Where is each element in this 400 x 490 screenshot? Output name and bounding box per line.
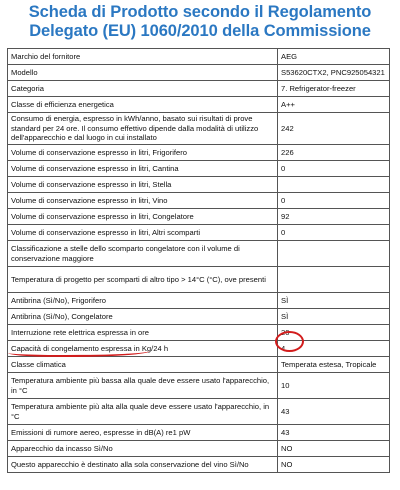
row-value: 0 (278, 193, 390, 209)
row-value: 20 (278, 325, 390, 341)
row-value: Temperata estesa, Tropicale (278, 357, 390, 373)
row-value: 92 (278, 209, 390, 225)
row-value: 0 (278, 225, 390, 241)
row-value: NO (278, 457, 390, 473)
table-row (8, 399, 390, 425)
row-value (278, 241, 390, 267)
row-value: AEG (278, 49, 390, 65)
table-row (8, 267, 390, 293)
row-label: Classe climatica (8, 357, 278, 373)
table-row (8, 177, 390, 193)
row-label: Antibrina (Sì/No), Frigorifero (8, 293, 278, 309)
product-sheet-table (7, 48, 390, 473)
row-label: Volume di conservazione espresso in litri, Vino (8, 193, 278, 209)
row-label: Marchio del fornitore (8, 49, 278, 65)
row-label: Temperatura di progetto per scomparti di altro tipo > 14°C (°C), ove presenti (8, 267, 278, 293)
row-value: S53620CTX2, PNC925054321 (278, 65, 390, 81)
table-row (8, 81, 390, 97)
row-label: Volume di conservazione espresso in litri, Congelatore (8, 209, 278, 225)
table-row (8, 225, 390, 241)
table-row (8, 113, 390, 145)
table-row (8, 309, 390, 325)
row-label: Volume di conservazione espresso in litri, Cantina (8, 161, 278, 177)
table-row (8, 49, 390, 65)
table-row (8, 357, 390, 373)
row-label: Temperatura ambiente più bassa alla quale deve essere usato l'apparecchio, in °C (8, 373, 278, 399)
table-row (8, 341, 390, 357)
table-row (8, 161, 390, 177)
row-label: Modello (8, 65, 278, 81)
row-label: Capacità di congelamento espressa in Kg/24 h (8, 341, 278, 357)
page-title: Scheda di Prodotto secondo il Regolamento Delegato (EU) 1060/2010 della Commissione (28, 3, 372, 40)
row-value: SÌ (278, 293, 390, 309)
row-label: Apparecchio da incasso Sì/No (8, 441, 278, 457)
row-value: 7. Refrigerator-freezer (278, 81, 390, 97)
table-row (8, 65, 390, 81)
row-value: NO (278, 441, 390, 457)
table-row (8, 145, 390, 161)
row-value (278, 267, 390, 293)
row-value: 226 (278, 145, 390, 161)
row-label: Classe di efficienza energetica (8, 97, 278, 113)
row-label: Classificazione a stelle dello scomparto congelatore con il volume di conservazione maggiore (8, 241, 278, 267)
row-value: 0 (278, 161, 390, 177)
table-row (8, 193, 390, 209)
table-row (8, 293, 390, 309)
table-row (8, 97, 390, 113)
row-label: Questo apparecchio è destinato alla sola conservazione del vino Sì/No (8, 457, 278, 473)
row-label: Temperatura ambiente più alta alla quale deve essere usato l'apparecchio, in °C (8, 399, 278, 425)
row-label: Volume di conservazione espresso in litri, Altri scomparti (8, 225, 278, 241)
table-row (8, 209, 390, 225)
row-label: Consumo di energia, espresso in kWh/anno, basato sui risultati di prove standard per 24 ore. Il consumo effettivo dipende dalla modalità di utilizzo dell'apparecchio e dal luogo in cui installato (8, 113, 278, 145)
table-row (8, 241, 390, 267)
table-row (8, 325, 390, 341)
row-value: 242 (278, 113, 390, 145)
row-label: Interruzione rete elettrica espressa in ore (8, 325, 278, 341)
row-label: Antibrina (Sì/No), Congelatore (8, 309, 278, 325)
table-row (8, 373, 390, 399)
row-value: SÌ (278, 309, 390, 325)
row-label: Categoria (8, 81, 278, 97)
row-label: Volume di conservazione espresso in litri, Frigorifero (8, 145, 278, 161)
row-value: 4 (278, 341, 390, 357)
row-label: Emissioni di rumore aereo, espresse in dB(A) re1 pW (8, 425, 278, 441)
row-value: A++ (278, 97, 390, 113)
row-value: 10 (278, 373, 390, 399)
table-row (8, 441, 390, 457)
row-value: 43 (278, 425, 390, 441)
table-row (8, 457, 390, 473)
table-row (8, 425, 390, 441)
row-value (278, 177, 390, 193)
row-value: 43 (278, 399, 390, 425)
row-label: Volume di conservazione espresso in litri, Stella (8, 177, 278, 193)
